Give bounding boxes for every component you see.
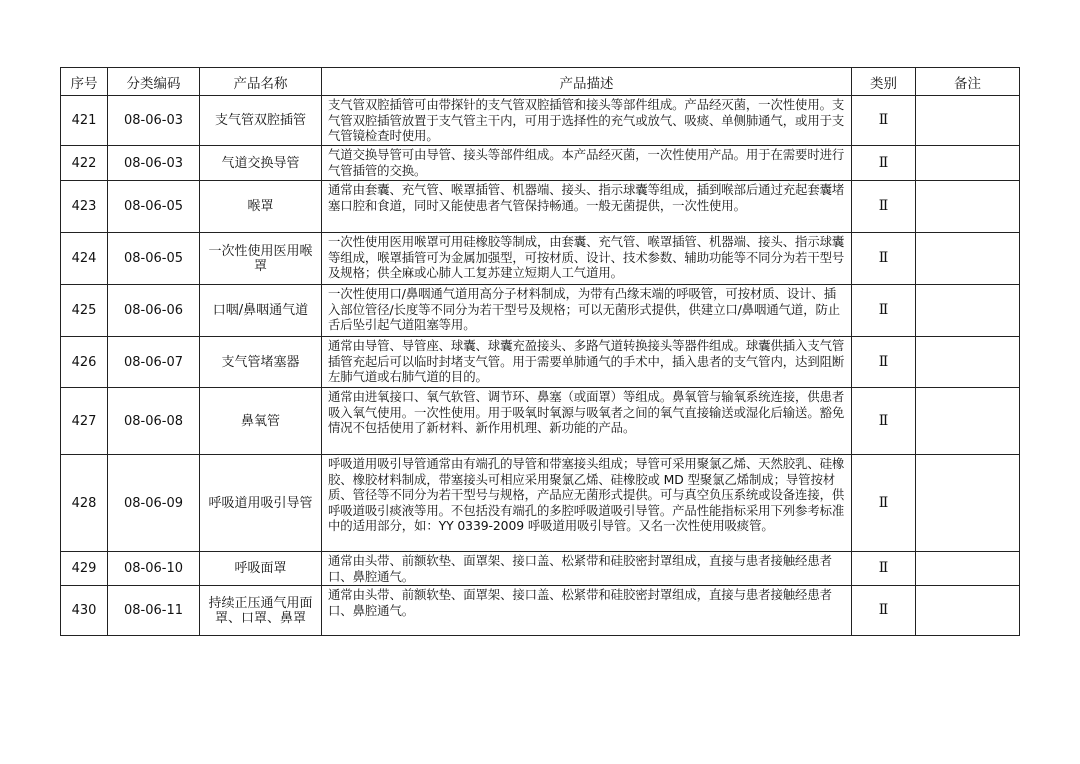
row-number: 426 bbox=[61, 337, 108, 388]
category-code: 08-06-03 bbox=[108, 96, 200, 146]
header-note: 备注 bbox=[916, 68, 1020, 96]
table-row bbox=[61, 552, 1020, 586]
table-row bbox=[61, 285, 1020, 337]
product-name: 喉罩 bbox=[200, 181, 322, 233]
product-description: 支气管双腔插管可由带探针的支气管双腔插管和接头等部件组成。产品经灭菌，一次性使用。支气管双腔插管放置于支气管主干内，可用于选择性的充气或放气、吸痰、单侧肺通气，或用于支气管镜检查时使用。 bbox=[322, 96, 852, 146]
remark bbox=[916, 285, 1020, 337]
product-description: 通常由头带、前额软垫、面罩架、接口盖、松紧带和硅胶密封罩组成，直接与患者接触经患者口、鼻腔通气。 bbox=[322, 586, 852, 636]
table-row bbox=[61, 233, 1020, 285]
category-code: 08-06-05 bbox=[108, 233, 200, 285]
header-desc: 产品描述 bbox=[322, 68, 852, 96]
table-row bbox=[61, 388, 1020, 455]
table-row bbox=[61, 96, 1020, 146]
catalog-table bbox=[60, 67, 1020, 636]
product-description: 通常由套囊、充气管、喉罩插管、机器端、接头、指示球囊等组成，插到喉部后通过充起套囊堵塞口腔和食道，同时又能使患者气管保持畅通。一般无菌提供，一次性使用。 bbox=[322, 181, 852, 233]
class-value: Ⅱ bbox=[852, 552, 916, 586]
class-value: Ⅱ bbox=[852, 586, 916, 636]
class-value: Ⅱ bbox=[852, 233, 916, 285]
category-code: 08-06-08 bbox=[108, 388, 200, 455]
class-value: Ⅱ bbox=[852, 337, 916, 388]
row-number: 422 bbox=[61, 146, 108, 181]
product-name: 呼吸面罩 bbox=[200, 552, 322, 586]
product-description: 通常由头带、前额软垫、面罩架、接口盖、松紧带和硅胶密封罩组成，直接与患者接触经患者口、鼻腔通气。 bbox=[322, 552, 852, 586]
product-description: 一次性使用医用喉罩可用硅橡胶等制成，由套囊、充气管、喉罩插管、机器端、接头、指示球囊等组成，喉罩插管可为金属加强型，可按材质、设计、技术参数、辅助功能等不同分为若干型号及规格；供全麻或心肺人工复苏建立短期人工气道用。 bbox=[322, 233, 852, 285]
header-no: 序号 bbox=[61, 68, 108, 96]
category-code: 08-06-07 bbox=[108, 337, 200, 388]
table-row bbox=[61, 146, 1020, 181]
table-row bbox=[61, 181, 1020, 233]
table-row bbox=[61, 586, 1020, 636]
table-row bbox=[61, 455, 1020, 552]
remark bbox=[916, 337, 1020, 388]
product-name: 支气管双腔插管 bbox=[200, 96, 322, 146]
row-number: 425 bbox=[61, 285, 108, 337]
product-name: 一次性使用医用喉罩 bbox=[200, 233, 322, 285]
product-name: 呼吸道用吸引导管 bbox=[200, 455, 322, 552]
product-description: 通常由进氧接口、氧气软管、调节环、鼻塞（或面罩）等组成。鼻氧管与输氧系统连接，供患者吸入氧气使用。一次性使用。用于吸氧时氧源与吸氧者之间的氧气直接输送或湿化后输送。豁免情况不包括使用了新材料、新作用机理、新功能的产品。 bbox=[322, 388, 852, 455]
category-code: 08-06-10 bbox=[108, 552, 200, 586]
class-value: Ⅱ bbox=[852, 455, 916, 552]
product-name: 口咽/鼻咽通气道 bbox=[200, 285, 322, 337]
class-value: Ⅱ bbox=[852, 181, 916, 233]
remark bbox=[916, 146, 1020, 181]
remark bbox=[916, 552, 1020, 586]
class-value: Ⅱ bbox=[852, 388, 916, 455]
product-name: 鼻氧管 bbox=[200, 388, 322, 455]
class-value: Ⅱ bbox=[852, 96, 916, 146]
remark bbox=[916, 96, 1020, 146]
remark bbox=[916, 233, 1020, 285]
row-number: 421 bbox=[61, 96, 108, 146]
header-name: 产品名称 bbox=[200, 68, 322, 96]
product-name: 气道交换导管 bbox=[200, 146, 322, 181]
row-number: 430 bbox=[61, 586, 108, 636]
class-value: Ⅱ bbox=[852, 146, 916, 181]
table-row bbox=[61, 337, 1020, 388]
header-row bbox=[61, 68, 1020, 96]
header-code: 分类编码 bbox=[108, 68, 200, 96]
row-number: 423 bbox=[61, 181, 108, 233]
remark bbox=[916, 181, 1020, 233]
class-value: Ⅱ bbox=[852, 285, 916, 337]
row-number: 424 bbox=[61, 233, 108, 285]
remark bbox=[916, 388, 1020, 455]
product-name: 支气管堵塞器 bbox=[200, 337, 322, 388]
row-number: 429 bbox=[61, 552, 108, 586]
row-number: 427 bbox=[61, 388, 108, 455]
product-description: 气道交换导管可由导管、接头等部件组成。本产品经灭菌，一次性使用产品。用于在需要时进行气管插管的交换。 bbox=[322, 146, 852, 181]
header-class: 类别 bbox=[852, 68, 916, 96]
row-number: 428 bbox=[61, 455, 108, 552]
category-code: 08-06-03 bbox=[108, 146, 200, 181]
product-description: 通常由导管、导管座、球囊、球囊充盈接头、多路气道转换接头等器件组成。球囊供插入支气管插管充起后可以临时封堵支气管。用于需要单肺通气的手术中，插入患者的支气管内，达到阻断左肺气道或右肺气道的目的。 bbox=[322, 337, 852, 388]
product-name: 持续正压通气用面罩、口罩、鼻罩 bbox=[200, 586, 322, 636]
category-code: 08-06-06 bbox=[108, 285, 200, 337]
remark bbox=[916, 586, 1020, 636]
product-description: 呼吸道用吸引导管通常由有端孔的导管和带塞接头组成；导管可采用聚氯乙烯、天然胶乳、硅橡胶、橡胶材料制成，带塞接头可相应采用聚氯乙烯、硅橡胶或 MD 型聚氯乙烯制成；导管按材质、管径等不同分为若干型号与规格，产品应无菌形式提供。可与真空负压系统或设备连接，供呼吸道吸引痰液等用。不包括没有端孔的多腔呼吸道吸引导管。产品性能指标采用下列参考标准中的适用部分，如：YY 0339-2009 呼吸道用吸引导管。又名一次性使用吸痰管。 bbox=[322, 455, 852, 552]
category-code: 08-06-09 bbox=[108, 455, 200, 552]
category-code: 08-06-11 bbox=[108, 586, 200, 636]
remark bbox=[916, 455, 1020, 552]
category-code: 08-06-05 bbox=[108, 181, 200, 233]
product-description: 一次性使用口/鼻咽通气道用高分子材料制成，为带有凸缘末端的呼吸管，可按材质、设计、插入部位管径/长度等不同分为若干型号及规格；可以无菌形式提供，供建立口/鼻咽通气道，防止舌后坠引起气道阻塞等用。 bbox=[322, 285, 852, 337]
